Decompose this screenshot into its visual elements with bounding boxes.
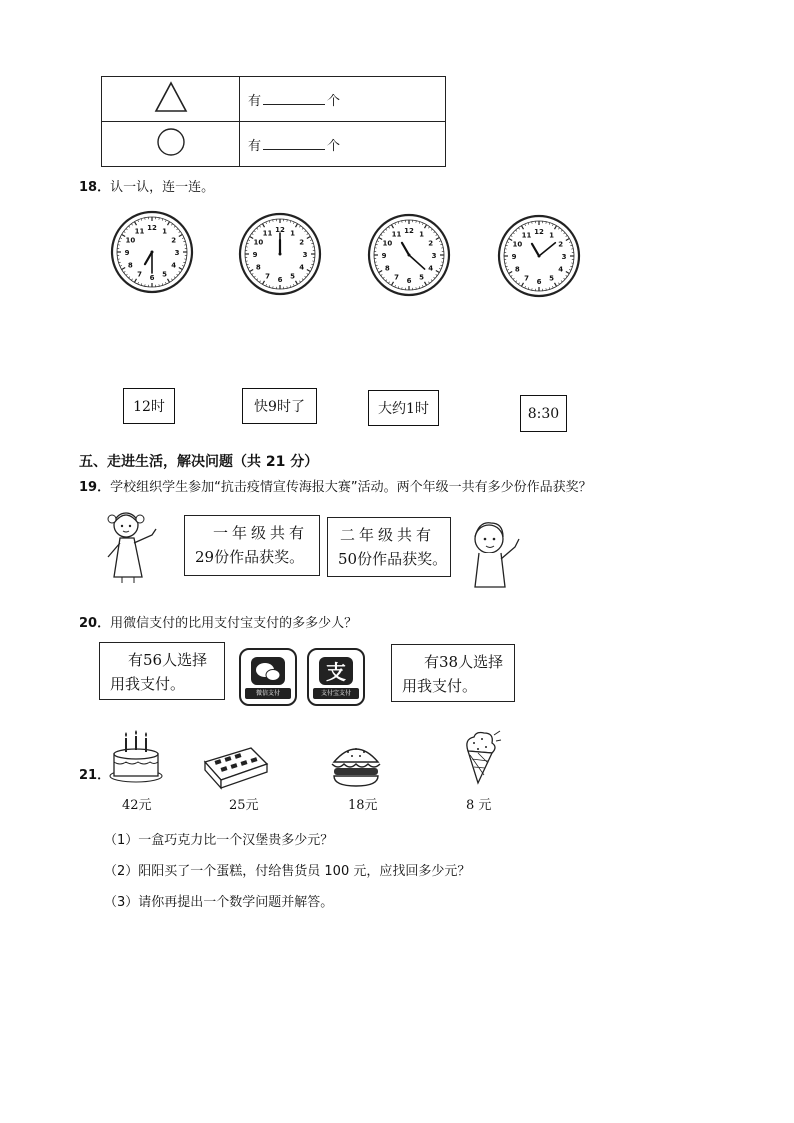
question-text: 认一认，连一连。 — [110, 180, 215, 195]
clock-numeral: 3 — [174, 249, 180, 257]
price-label: 25元 — [229, 798, 259, 813]
clock-numeral: 8 — [514, 265, 520, 274]
bubble-line: 50份作品获奖。 — [338, 550, 448, 568]
bubble-line: 有38人选择 — [424, 653, 504, 671]
question-number: 20． — [79, 616, 111, 631]
clock-numeral: 2 — [299, 238, 305, 247]
clock-numeral: 12 — [275, 226, 285, 234]
svg-text:支: 支 — [326, 660, 346, 684]
bubble-line: 用我支付。 — [110, 675, 186, 693]
triangle-icon — [154, 81, 188, 113]
clock-numeral: 9 — [124, 249, 130, 257]
clock-numeral: 3 — [431, 252, 437, 260]
question-number: 18． — [79, 180, 111, 195]
speech-bubble-wechat — [99, 642, 225, 700]
time-label-box[interactable]: 12时 — [123, 388, 175, 424]
time-label-box[interactable]: 大约1时 — [368, 390, 439, 426]
clock-numeral: 3 — [302, 251, 308, 259]
clock-numeral: 4 — [299, 263, 305, 272]
clock-numeral: 11 — [391, 230, 402, 239]
clock-icon — [367, 213, 451, 297]
answer-blank[interactable] — [263, 138, 325, 150]
count-suffix: 个 — [327, 138, 341, 154]
wechat-pay-tile — [239, 648, 297, 706]
clock-numeral: 3 — [561, 253, 567, 261]
speech-bubble-grade1 — [184, 515, 320, 576]
question-text: 用微信支付的比用支付宝支付的多多少人？ — [110, 616, 358, 631]
question-19 — [79, 476, 592, 495]
boy-illustration — [465, 517, 525, 589]
clock-numeral: 9 — [252, 251, 258, 259]
clock-numeral: 11 — [262, 229, 273, 238]
clock-numeral: 5 — [290, 272, 295, 281]
clock-numeral: 5 — [162, 270, 167, 279]
bubble-line: 有56人选择 — [128, 651, 208, 669]
bubble-line: 二年级共有 — [340, 526, 436, 544]
clock-numeral: 1 — [549, 231, 554, 240]
clock-numeral: 2 — [428, 239, 434, 248]
clock-numeral: 10 — [125, 236, 136, 245]
answer-blank[interactable] — [263, 93, 325, 105]
girl-illustration — [104, 505, 164, 585]
bubble-line: 一年级共有 — [213, 524, 309, 542]
sub-question-2: （2）阳阳买了一个蛋糕，付给售货员 100 元，应找回多少元？ — [104, 864, 471, 879]
clock-numeral: 8 — [255, 263, 261, 272]
clock-numeral: 6 — [277, 276, 283, 284]
alipay-label: 支付宝支付 — [313, 688, 359, 699]
clock-numeral: 6 — [406, 277, 412, 285]
alipay-icon — [309, 653, 363, 691]
hamburger-icon — [330, 740, 382, 790]
clock-face — [497, 214, 581, 298]
sub-question-1: （1）一盒巧克力比一个汉堡贵多少元？ — [104, 833, 334, 848]
count-cell — [240, 122, 446, 167]
clock-numeral: 8 — [384, 264, 390, 273]
clock-numeral: 10 — [253, 238, 264, 247]
clock-numeral: 10 — [382, 239, 393, 248]
clock-numeral: 4 — [558, 265, 564, 274]
clock-numeral: 7 — [265, 272, 270, 281]
clock-numeral: 6 — [536, 278, 542, 286]
clock-numeral: 10 — [512, 240, 523, 249]
shape-count-table — [101, 76, 446, 167]
bubble-line: 用我支付。 — [402, 677, 478, 695]
clock-numeral: 2 — [558, 240, 564, 249]
shape-cell — [102, 122, 240, 167]
clock-face — [110, 210, 194, 294]
clock-numeral: 12 — [404, 227, 414, 235]
wechat-label: 微信支付 — [245, 688, 291, 699]
count-cell — [240, 77, 446, 122]
count-suffix: 个 — [327, 93, 341, 109]
alipay-tile — [307, 648, 365, 706]
clock-numeral: 12 — [147, 224, 157, 232]
circle-icon — [155, 126, 187, 158]
clock-numeral: 8 — [127, 261, 133, 270]
wechat-icon — [241, 653, 295, 691]
chocolate-box-icon — [201, 742, 271, 792]
clock-face — [367, 213, 451, 297]
question-21 — [79, 764, 110, 783]
price-label: 8 元 — [466, 798, 492, 813]
clock-numeral: 1 — [162, 227, 167, 236]
ice-cream-icon — [458, 729, 502, 787]
price-label: 42元 — [122, 798, 152, 813]
speech-bubble-alipay — [391, 644, 515, 702]
cake-icon — [108, 728, 164, 784]
clock-numeral: 7 — [394, 273, 399, 282]
table-row — [102, 122, 446, 167]
clock-numeral: 11 — [521, 231, 532, 240]
section-title: 五、走进生活，解决问题（共 21 分） — [79, 454, 319, 470]
clock-numeral: 7 — [137, 270, 142, 279]
clock-numeral: 1 — [419, 230, 424, 239]
clock-numeral: 5 — [419, 273, 424, 282]
clock-numeral: 7 — [524, 274, 529, 283]
count-prefix: 有 — [248, 93, 262, 109]
price-label: 18元 — [348, 798, 378, 813]
question-20 — [79, 612, 357, 631]
clock-icon — [238, 212, 322, 296]
question-text: 学校组织学生参加“抗击疫情宣传海报大赛”活动。两个年级一共有多少份作品获奖？ — [110, 480, 592, 495]
clock-numeral: 6 — [149, 274, 155, 282]
question-number: 19． — [79, 480, 111, 495]
shape-cell — [102, 77, 240, 122]
clock-numeral: 5 — [549, 274, 554, 283]
clock-numeral: 2 — [171, 236, 177, 245]
question-number: 21． — [79, 768, 111, 783]
clock-numeral: 4 — [171, 261, 177, 270]
clock-face — [238, 212, 322, 296]
clock-numeral: 12 — [534, 228, 544, 236]
count-prefix: 有 — [248, 138, 262, 154]
table-row — [102, 77, 446, 122]
clock-icon — [110, 210, 194, 294]
sub-question-3: （3）请你再提出一个数学问题并解答。 — [104, 895, 334, 910]
clock-numeral: 9 — [381, 252, 387, 260]
speech-bubble-grade2 — [327, 517, 451, 577]
bubble-line: 29份作品获奖。 — [195, 548, 305, 566]
clock-numeral: 9 — [511, 253, 517, 261]
clock-numeral: 4 — [428, 264, 434, 273]
clock-numeral: 1 — [290, 229, 295, 238]
clock-icon — [497, 214, 581, 298]
question-18 — [79, 176, 214, 195]
time-label-box[interactable]: 8:30 — [520, 395, 567, 432]
clock-numeral: 11 — [134, 227, 145, 236]
time-label-box[interactable]: 快9时了 — [242, 388, 317, 424]
